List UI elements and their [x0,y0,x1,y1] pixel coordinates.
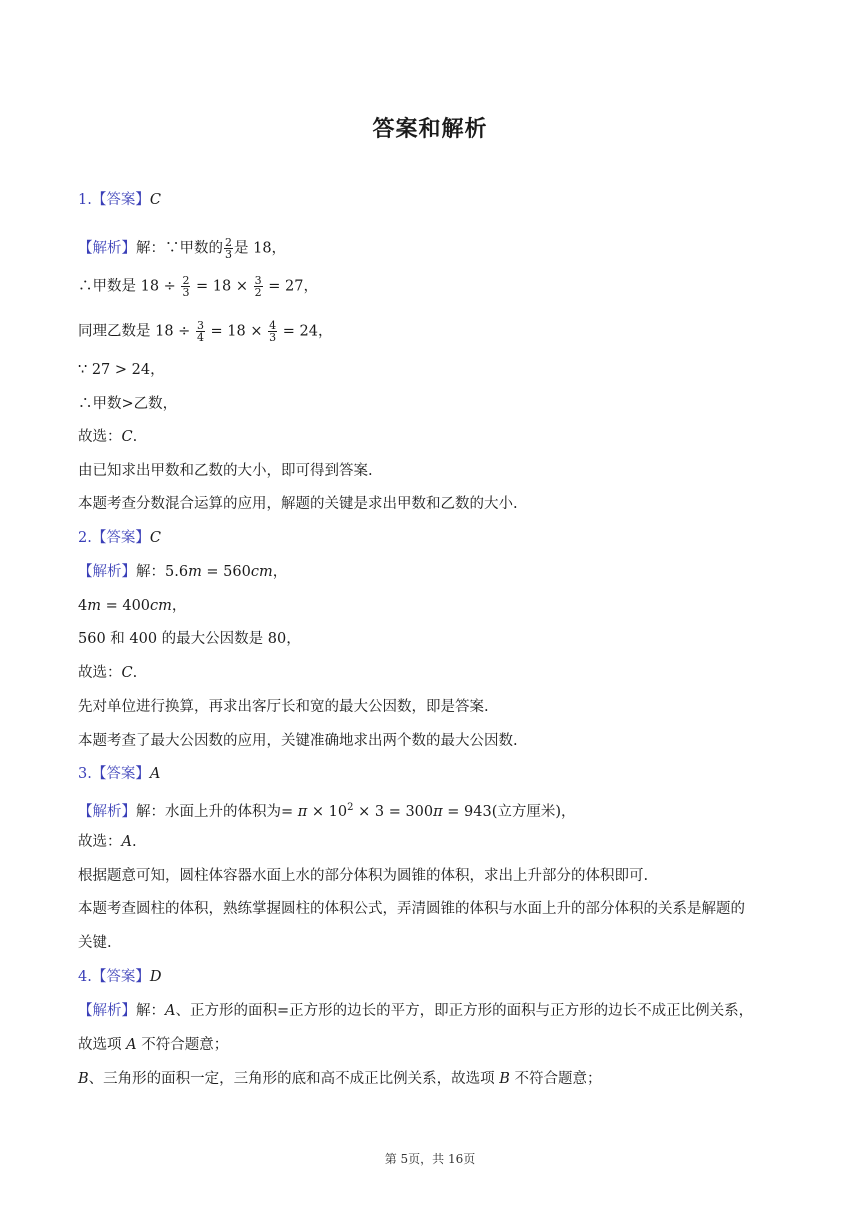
q3-answer-tag: 【答案】 [91,766,150,782]
q3-analysis-line-5: 关键. [78,935,112,951]
fraction-numerator: 3 [254,274,262,287]
q3-analysis-line-2 [78,832,137,852]
fraction [268,320,277,343]
q1-l1-post: 是 18， [234,240,287,257]
fraction [196,320,205,343]
page-footer: 第 5页，共 16页 [384,1152,476,1166]
q2-l1-post: ， [272,564,288,580]
q2-number: 2. [78,530,92,546]
q1-l3-post: = 24， [278,323,333,340]
q4-l2-pre: 故选项 [78,1037,127,1053]
q1-l3-mid: = 18 × [205,323,268,340]
q3-answer: A [149,766,161,782]
q3-l1-pre: 解：水面上升的体积为= [136,803,298,820]
q3-analysis-line-1 [78,798,576,822]
q1-l2-post: = 27， [263,278,318,295]
q2-l2-pre: 4 [78,598,88,614]
q1-analysis-line-2 [78,275,318,298]
q1-analysis-line-4: ∵ 27 > 24， [78,362,165,378]
q2-analysis-line-1 [78,562,287,582]
q2-analysis-line-6: 本题考查了最大公因数的应用，关键准确地求出两个数的最大公因数. [78,733,518,749]
fraction [254,275,263,298]
q1-analysis-line-8: 本题考查分数混合运算的应用，解题的关键是求出甲数和乙数的大小. [78,496,518,512]
q2-analysis-line-2 [78,596,186,616]
q2-l2-mid: = 400 [100,598,151,614]
page-title: 答案和解析 [372,117,488,142]
fraction-numerator: 3 [196,319,204,332]
q2-l1-pre: 解：5.6 [136,564,189,580]
q1-l1-pre: 解：∵甲数的 [136,240,223,257]
q4-analysis-tag: 【解析】 [78,1003,136,1019]
q3-l1-a: × 10 [307,803,348,820]
fraction-numerator: 4 [269,319,277,332]
q3-l1-b: × 3 = 300 [353,803,434,820]
q4-l3-option: B [78,1071,89,1087]
q1-number: 1. [78,192,92,208]
q4-analysis-line-2 [78,1035,228,1055]
q2-answer-line [78,528,161,548]
q4-l1-option: A [165,1003,176,1019]
q1-analysis-line-5: ∴甲数>乙数， [78,396,178,412]
fraction-numerator: 2 [182,274,190,287]
q2-l1-unit-2: cm [250,564,273,580]
q1-analysis-line-3 [78,320,332,343]
fraction-denominator: 3 [225,248,232,261]
q2-l4-post: . [132,665,138,681]
q1-analysis-line-7: 由已知求出甲数和乙数的大小，即可得到答案. [78,463,373,479]
q1-l6-pre: 故选： [78,429,122,445]
q2-answer-tag: 【答案】 [91,530,150,546]
q4-l1-post: 、正方形的面积=正方形的边长的平方，即正方形的面积与正方形的边长不成正比例关系， [175,1003,754,1019]
q4-l3-post: 不符合题意； [509,1071,602,1087]
pi-symbol: π [297,803,308,820]
q4-analysis-line-1 [78,1001,753,1021]
exponent: 2 [347,802,354,813]
q3-l2-ans: A [121,834,132,850]
q4-l3-option: B [499,1071,510,1087]
q3-analysis-tag: 【解析】 [78,803,136,820]
q1-answer-tag: 【答案】 [91,192,150,208]
fraction-denominator: 3 [269,331,277,344]
q2-analysis-line-3: 560 和 400 的最大公因数是 80， [78,631,301,647]
q1-analysis-line-6 [78,427,137,447]
q2-l1-mid: = 560 [201,564,251,580]
q1-l2-mid: = 18 × [191,278,253,295]
q3-answer-line [78,764,160,784]
q4-answer-line [78,967,161,987]
fraction-numerator: 2 [225,236,232,249]
q2-analysis-line-5: 先对单位进行换算，再求出客厅长和宽的最大公因数，即是答案. [78,699,489,715]
q3-analysis-line-3: 根据题意可知，圆柱体容器水面上水的部分体积为圆锥的体积，求出上升部分的体积即可. [78,868,649,884]
q4-l2-post: 不符合题意； [136,1037,229,1053]
q1-analysis-line-1 [78,237,286,260]
q1-l3-pre: 同理乙数是 18 ÷ [78,323,195,340]
q1-answer-line [78,190,161,210]
q1-answer: C [149,192,161,208]
fraction [181,275,190,298]
q4-analysis-line-3 [78,1069,602,1089]
fraction-denominator: 2 [254,286,262,299]
pi-symbol: π [433,803,443,820]
q3-l1-post: = 943(立方厘米)， [442,803,576,820]
q2-l1-unit-1: m [188,564,202,580]
q2-l4-pre: 故选： [78,665,122,681]
q2-analysis-line-4 [78,663,137,683]
q1-l2-pre: ∴甲数是 18 ÷ [78,278,181,295]
q3-l2-post: . [131,834,137,850]
q2-answer: C [149,530,161,546]
fraction-denominator: 4 [196,331,204,344]
q4-answer: D [149,969,162,985]
q2-l2-unit-2: cm [150,598,172,614]
q3-analysis-line-4: 本题考查圆柱的体积，熟练掌握圆柱的体积公式，弄清圆锥的体积与水面上升的部分体积的关系是解题的 [78,901,745,917]
fraction-denominator: 3 [182,286,190,299]
q4-answer-tag: 【答案】 [91,969,150,985]
q1-l6-ans: C [121,429,133,445]
q4-l3-mid: 、三角形的面积一定，三角形的底和高不成正比例关系，故选项 [88,1071,500,1087]
q1-l6-post: . [132,429,138,445]
q2-l4-ans: C [121,665,133,681]
q3-l2-pre: 故选： [78,834,122,850]
q4-l2-option: A [126,1037,137,1053]
q2-l2-post: ， [171,598,187,614]
q2-analysis-tag: 【解析】 [78,564,136,580]
fraction [224,237,233,260]
q4-l1-pre: 解： [136,1003,165,1019]
q3-number: 3. [78,766,92,782]
q1-analysis-tag: 【解析】 [78,240,136,257]
q4-number: 4. [78,969,92,985]
q2-l2-unit-1: m [87,598,101,614]
